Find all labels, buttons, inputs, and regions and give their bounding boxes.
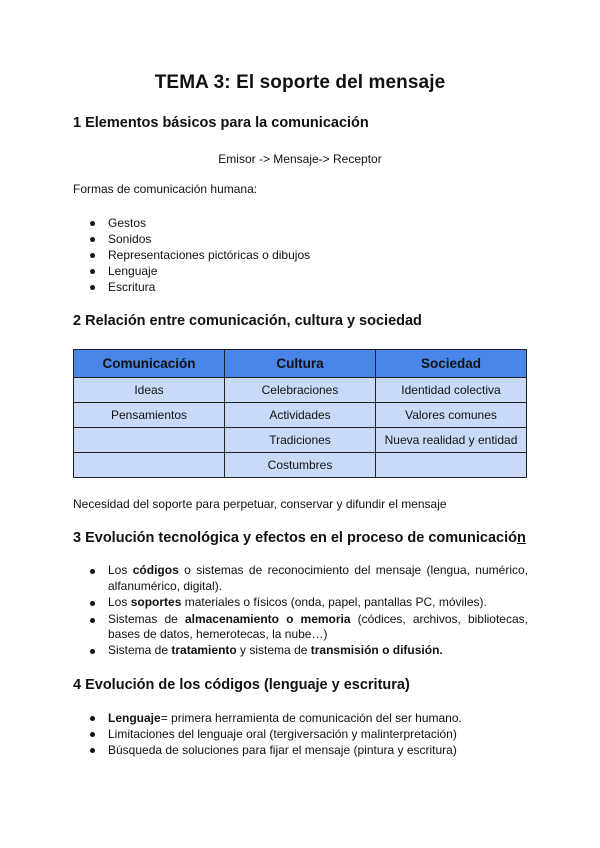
table-cell: Nueva realidad y entidad (376, 428, 527, 453)
table-cell: Valores comunes (376, 403, 527, 428)
list-item: Búsqueda de soluciones para fijar el mensaje (pintura y escritura) (73, 742, 462, 758)
communication-forms-list (73, 215, 310, 295)
table-cell: Identidad colectiva (376, 378, 527, 403)
item-bold-text: almacenamiento o memoria (184, 611, 351, 626)
table-cell: Tradiciones (225, 428, 376, 453)
list-item (73, 643, 528, 659)
technology-effects-list (73, 563, 528, 659)
item-bold-text: tratamiento (171, 642, 237, 657)
item-bold-text: soportes (130, 595, 182, 609)
item-text: Los (108, 595, 131, 609)
codes-evolution-list (73, 710, 462, 758)
item-bold-text: transmisión o difusión. (310, 642, 443, 657)
section-1-heading: 1 Elementos básicos para la comunicación (73, 115, 369, 131)
communication-flow: Emisor -> Mensaje-> Receptor (218, 152, 382, 166)
item-text: Sistemas de (108, 611, 185, 626)
column-header: Comunicación (74, 350, 225, 378)
document-title: TEMA 3: El soporte del mensaje (154, 72, 446, 93)
list-item: Sonidos (73, 231, 310, 247)
section-4-heading: 4 Evolución de los códigos (lenguaje y escritura) (73, 677, 410, 693)
table-row (74, 378, 527, 403)
table-cell (74, 453, 225, 478)
table-cell: Ideas (74, 378, 225, 403)
column-header: Cultura (225, 350, 376, 378)
table-cell: Celebraciones (225, 378, 376, 403)
item-text: (códices, archivos, bibliotecas, bases de datos, hemerotecas, la nube…) (108, 611, 528, 641)
list-item (73, 612, 528, 643)
table-cell: Actividades (225, 403, 376, 428)
list-item (73, 595, 528, 611)
table-header-row (74, 350, 527, 378)
table-cell (74, 428, 225, 453)
item-text: = primera herramienta de comunicación del ser humano. (160, 711, 462, 725)
table-cell: Pensamientos (74, 403, 225, 428)
list-item: Lenguaje (73, 263, 310, 279)
table-cell: Costumbres (225, 453, 376, 478)
relation-table (73, 349, 527, 478)
section-2-note: Necesidad del soporte para perpetuar, conservar y difundir el mensaje (73, 497, 447, 511)
section-2-heading: 2 Relación entre comunicación, cultura y sociedad (73, 313, 422, 329)
list-item: Limitaciones del lenguaje oral (tergiversación y malinterpretación) (73, 726, 462, 742)
list-item: Escritura (73, 279, 310, 295)
section-1-intro: Formas de comunicación humana: (73, 182, 258, 196)
table-row (74, 428, 527, 453)
section-3-heading-text: 3 Evolución tecnológica y efectos en el proceso de comunicació (73, 530, 517, 546)
table-cell (376, 453, 527, 478)
table-row (74, 403, 527, 428)
item-text: materiales o físicos (onda, papel, pantallas PC, móviles). (181, 595, 487, 609)
item-text: Los (108, 563, 133, 577)
item-text: Sistema de (108, 642, 172, 657)
item-bold-text: Lenguaje (108, 711, 161, 725)
item-text: o sistemas de reconocimiento del mensaje (lengua, numérico, alfanumérico, digital). (108, 563, 528, 593)
section-3-heading-last-letter: n (517, 530, 526, 546)
item-text: y sistema de (236, 642, 311, 657)
list-item: Gestos (73, 215, 310, 231)
list-item (73, 563, 528, 594)
column-header: Sociedad (376, 350, 527, 378)
item-bold-text: códigos (132, 563, 179, 577)
table-row (74, 453, 527, 478)
list-item: Representaciones pictóricas o dibujos (73, 247, 310, 263)
section-3-heading (73, 530, 526, 546)
list-item (73, 710, 462, 726)
